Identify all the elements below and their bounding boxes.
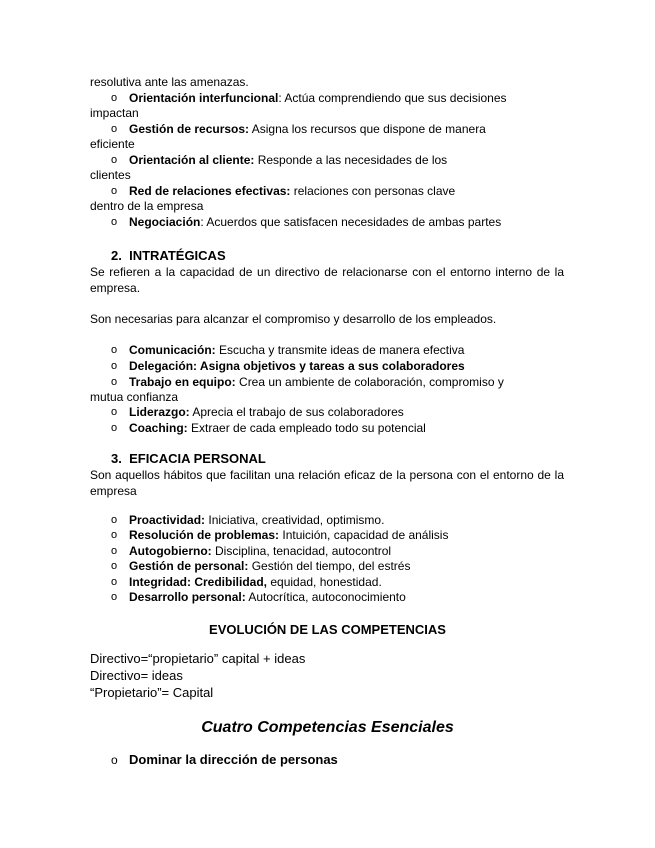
bullet-marker: o bbox=[111, 216, 118, 228]
list-item-cont: mutua confianza bbox=[90, 390, 179, 404]
bullet-marker: o bbox=[111, 406, 118, 418]
bullet-marker: o bbox=[111, 376, 118, 388]
list-item: Gestión de recursos: Asigna los recursos que dispone de manera bbox=[129, 122, 486, 136]
list-item: Resolución de problemas: Intuición, capacidad de análisis bbox=[129, 528, 449, 542]
section-heading: 2. INTRATÉGICAS bbox=[111, 248, 226, 263]
bullet-marker: o bbox=[111, 360, 118, 372]
list-item: Coaching: Extraer de cada empleado todo su potencial bbox=[129, 421, 426, 435]
top-line: resolutiva ante las amenazas. bbox=[90, 75, 249, 89]
list-item: Desarrollo personal: Autocrítica, autoconocimiento bbox=[129, 590, 406, 604]
list-item: Orientación interfuncional: Actúa comprendiendo que sus decisiones bbox=[129, 91, 507, 105]
list-item: Liderazgo: Aprecia el trabajo de sus colaboradores bbox=[129, 405, 404, 419]
list-item: Proactividad: Iniciativa, creatividad, optimismo. bbox=[129, 513, 385, 527]
bullet-marker: o bbox=[111, 92, 118, 104]
section-paragraph: Son aquellos hábitos que facilitan una relación eficaz de la persona con el entorno de la empresa bbox=[90, 468, 564, 498]
cuatro-heading: Cuatro Competencias Esenciales bbox=[201, 719, 454, 736]
bullet-marker: o bbox=[111, 422, 118, 434]
list-item: Comunicación: Escucha y transmite ideas de manera efectiva bbox=[129, 343, 465, 357]
bullet-marker: o bbox=[111, 344, 118, 356]
bullet-marker: o bbox=[111, 154, 118, 166]
list-item-cont: dentro de la empresa bbox=[90, 199, 204, 213]
list-item: Red de relaciones efectivas: relaciones con personas clave bbox=[129, 184, 456, 198]
cuatro-item: Dominar la dirección de personas bbox=[129, 752, 338, 767]
evolucion-line: Directivo= ideas bbox=[90, 668, 183, 683]
list-item-cont: clientes bbox=[90, 168, 131, 182]
bullet-marker: o bbox=[111, 545, 118, 557]
list-item: Autogobierno: Disciplina, tenacidad, autocontrol bbox=[129, 544, 392, 558]
section-paragraph: Se refieren a la capacidad de un directivo de relacionarse con el entorno interno de la empresa. bbox=[90, 265, 564, 295]
list-item: Integridad: Credibilidad, equidad, honestidad. bbox=[129, 575, 382, 589]
list-item-cont: eficiente bbox=[90, 137, 135, 151]
list-item: Negociación: Acuerdos que satisfacen necesidades de ambas partes bbox=[129, 215, 502, 229]
bullet-marker: o bbox=[111, 529, 118, 541]
bullet-marker: o bbox=[111, 123, 118, 135]
section-heading: 3. EFICACIA PERSONAL bbox=[111, 451, 266, 466]
list-item-cont: impactan bbox=[90, 106, 139, 120]
bullet-marker: o bbox=[111, 576, 118, 588]
bullet-marker: o bbox=[111, 591, 118, 603]
bullet-marker: o bbox=[111, 560, 118, 572]
bullet-marker: o bbox=[111, 185, 118, 197]
section-paragraph: Son necesarias para alcanzar el compromiso y desarrollo de los empleados. bbox=[90, 312, 497, 326]
bullet-marker: o bbox=[111, 514, 118, 526]
list-item: Trabajo en equipo: Crea un ambiente de colaboración, compromiso y bbox=[129, 375, 504, 389]
list-item: Delegación: Asigna objetivos y tareas a sus colaboradores bbox=[129, 359, 465, 373]
bullet-marker: o bbox=[111, 753, 118, 767]
list-item: Gestión de personal: Gestión del tiempo, del estrés bbox=[129, 559, 411, 573]
evolucion-heading: EVOLUCIÓN DE LAS COMPETENCIAS bbox=[209, 622, 446, 637]
list-item: Orientación al cliente: Responde a las necesidades de los bbox=[129, 153, 448, 167]
evolucion-line: “Propietario”= Capital bbox=[90, 685, 214, 700]
evolucion-line: Directivo=“propietario” capital + ideas bbox=[90, 651, 306, 666]
